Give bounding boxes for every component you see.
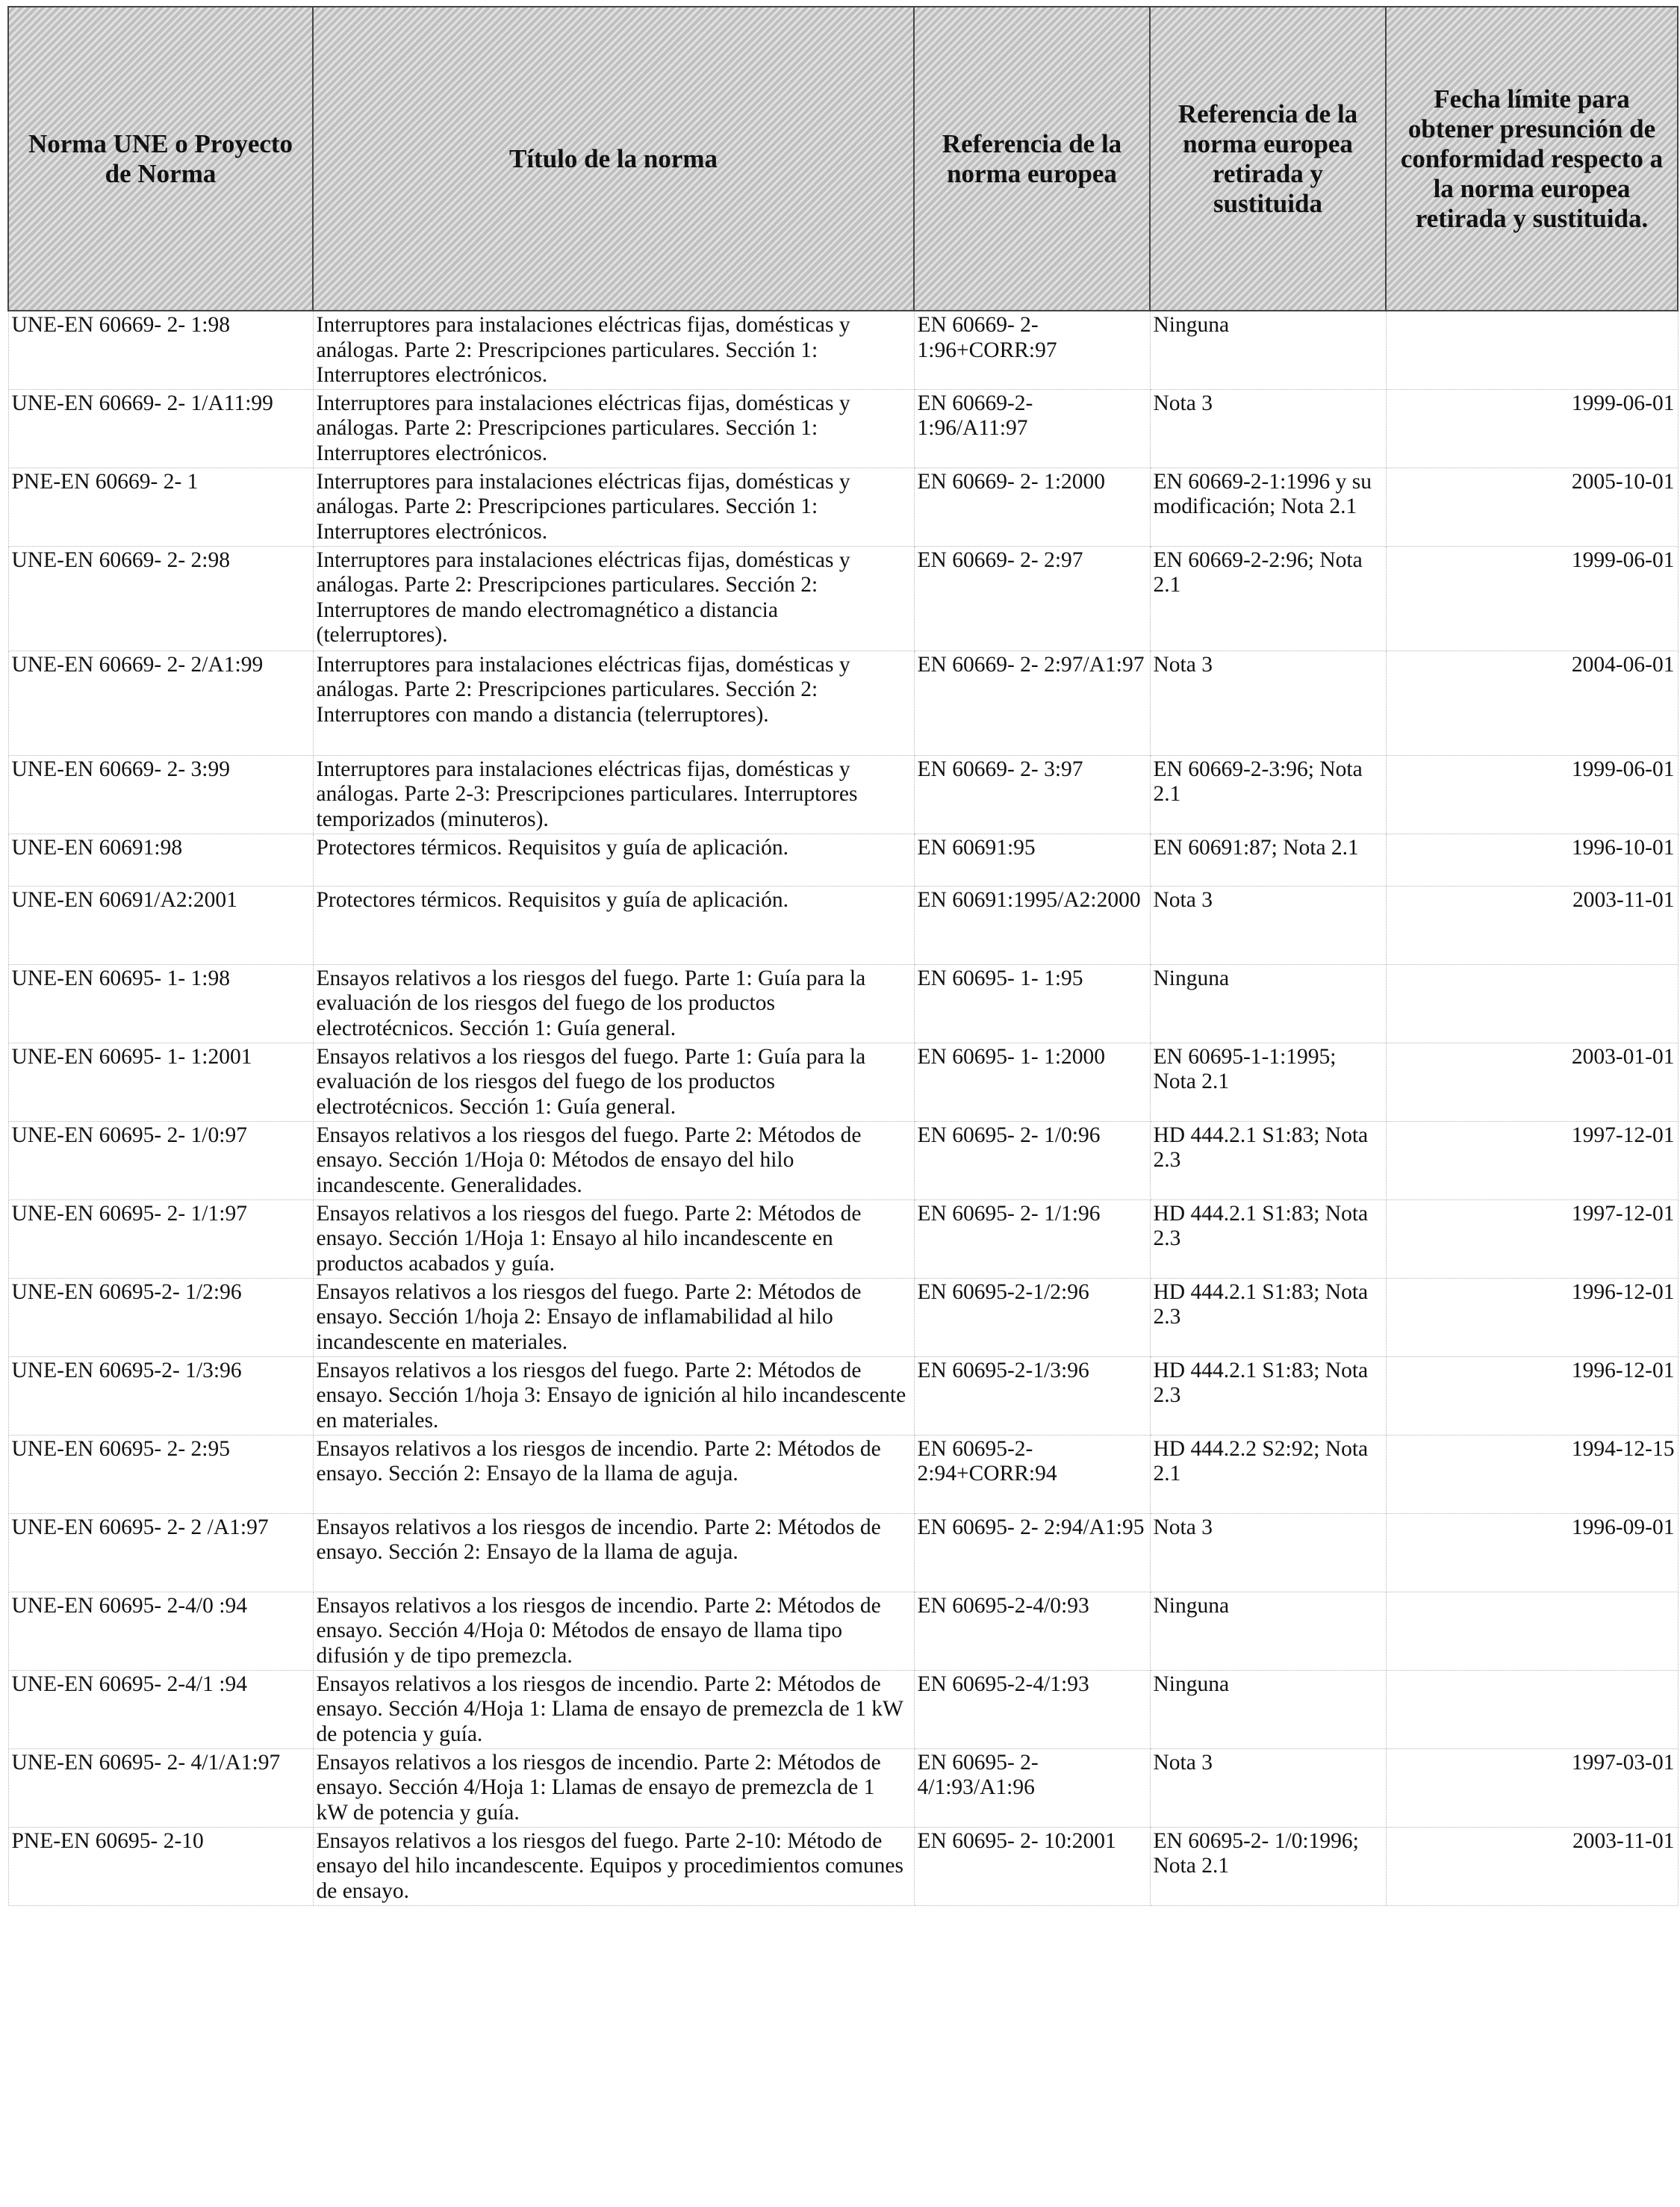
table-header [8,7,1678,311]
cell-retirada: EN 60695-1-1:1995; Nota 2.1 [1150,1043,1386,1121]
cell-retirada: EN 60669-2-2:96; Nota 2.1 [1150,546,1386,651]
cell-referencia: EN 60695- 2- 10:2001 [914,1827,1150,1905]
cell-titulo: Ensayos relativos a los riesgos del fuego. Parte 2: Métodos de ensayo. Sección 1/hoja 2: Ensayo de inflamabilidad al hilo incandescente en materiales. [313,1278,914,1356]
table-row [8,1356,1678,1435]
cell-referencia: EN 60669- 2- 2:97 [914,546,1150,651]
cell-referencia: EN 60669- 2- 1:96+CORR:97 [914,311,1150,389]
cell-retirada: Nota 3 [1150,389,1386,468]
cell-titulo: Interruptores para instalaciones eléctricas fijas, domésticas y análogas. Parte 2: Prescripciones particulares. Sección 2: Interruptores con mando a distancia (telerruptores). [313,651,914,755]
header-titulo: Título de la norma [313,7,914,311]
cell-norma: UNE-EN 60695-2- 1/3:96 [8,1356,313,1435]
cell-referencia: EN 60695-2- 2:94+CORR:94 [914,1435,1150,1513]
table-row [8,389,1678,468]
table-row [8,311,1678,389]
cell-referencia: EN 60695-2-1/3:96 [914,1356,1150,1435]
cell-titulo: Ensayos relativos a los riesgos de incendio. Parte 2: Métodos de ensayo. Sección 4/Hoja 1: Llama de ensayo de premezcla de 1 kW de potencia y guía. [313,1670,914,1748]
cell-titulo: Ensayos relativos a los riesgos del fuego. Parte 2: Métodos de ensayo. Sección 1/hoja 3: Ensayo de ignición al hilo incandescente en materiales. [313,1356,914,1435]
cell-titulo: Protectores térmicos. Requisitos y guía de aplicación. [313,834,914,886]
cell-fecha: 2004-06-01 [1386,651,1678,755]
cell-retirada: Ninguna [1150,964,1386,1043]
cell-norma: UNE-EN 60691/A2:2001 [8,886,313,964]
table-row [8,1592,1678,1670]
cell-fecha: 1999-06-01 [1386,389,1678,468]
cell-norma: UNE-EN 60669- 2- 3:99 [8,755,313,834]
cell-retirada: EN 60669-2-3:96; Nota 2.1 [1150,755,1386,834]
cell-norma: UNE-EN 60669- 2- 2:98 [8,546,313,651]
cell-retirada: Nota 3 [1150,886,1386,964]
table-row [8,1043,1678,1121]
header-row [8,7,1678,311]
cell-norma: UNE-EN 60695- 2- 2 /A1:97 [8,1513,313,1592]
cell-titulo: Ensayos relativos a los riesgos de incendio. Parte 2: Métodos de ensayo. Sección 4/Hoja 1: Llamas de ensayo de premezcla de 1 kW de potencia y guía. [313,1748,914,1827]
cell-referencia: EN 60695- 1- 1:95 [914,964,1150,1043]
cell-referencia: EN 60695- 1- 1:2000 [914,1043,1150,1121]
cell-fecha: 1997-12-01 [1386,1121,1678,1199]
table-row [8,1827,1678,1905]
cell-titulo: Interruptores para instalaciones eléctricas fijas, domésticas y análogas. Parte 2: Prescripciones particulares. Sección 1: Interruptores electrónicos. [313,311,914,389]
table-row [8,546,1678,651]
cell-referencia: EN 60669- 2- 3:97 [914,755,1150,834]
cell-titulo: Ensayos relativos a los riesgos del fuego. Parte 1: Guía para la evaluación de los riesgos del fuego de los productos electrotécnicos. Sección 1: Guía general. [313,1043,914,1121]
header-norma-retirada: Referencia de la norma europea retirada y sustituida [1150,7,1386,311]
cell-retirada: HD 444.2.1 S1:83; Nota 2.3 [1150,1121,1386,1199]
cell-retirada: Ninguna [1150,1670,1386,1748]
table-row [8,755,1678,834]
cell-referencia: EN 60695- 2- 1/0:96 [914,1121,1150,1199]
table-row [8,1121,1678,1199]
cell-norma: UNE-EN 60695- 2- 4/1/A1:97 [8,1748,313,1827]
cell-retirada: HD 444.2.1 S1:83; Nota 2.3 [1150,1278,1386,1356]
cell-norma: UNE-EN 60695- 1- 1:2001 [8,1043,313,1121]
cell-norma: UNE-EN 60695- 2- 2:95 [8,1435,313,1513]
cell-retirada: HD 444.2.1 S1:83; Nota 2.3 [1150,1356,1386,1435]
cell-fecha [1386,311,1678,389]
cell-fecha: 1999-06-01 [1386,546,1678,651]
cell-referencia: EN 60695-2-4/0:93 [914,1592,1150,1670]
cell-fecha: 1994-12-15 [1386,1435,1678,1513]
cell-referencia: EN 60695- 2- 2:94/A1:95 [914,1513,1150,1592]
cell-titulo: Ensayos relativos a los riesgos de incendio. Parte 2: Métodos de ensayo. Sección 2: Ensayo de la llama de aguja. [313,1435,914,1513]
cell-retirada: HD 444.2.2 S2:92; Nota 2.1 [1150,1435,1386,1513]
cell-fecha [1386,1670,1678,1748]
cell-norma: UNE-EN 60669- 2- 2/A1:99 [8,651,313,755]
cell-retirada: Ninguna [1150,1592,1386,1670]
table-row [8,1278,1678,1356]
cell-retirada: Nota 3 [1150,1513,1386,1592]
cell-titulo: Ensayos relativos a los riesgos de incendio. Parte 2: Métodos de ensayo. Sección 2: Ensayo de la llama de aguja. [313,1513,914,1592]
cell-referencia: EN 60669- 2- 2:97/A1:97 [914,651,1150,755]
cell-fecha: 1996-12-01 [1386,1278,1678,1356]
cell-norma: UNE-EN 60669- 2- 1:98 [8,311,313,389]
cell-fecha [1386,964,1678,1043]
cell-fecha: 2003-11-01 [1386,1827,1678,1905]
table-row [8,1513,1678,1592]
header-referencia-europea: Referencia de la norma europea [914,7,1150,311]
table-row [8,1199,1678,1278]
cell-norma: UNE-EN 60669- 2- 1/A11:99 [8,389,313,468]
cell-fecha: 2003-11-01 [1386,886,1678,964]
table-row [8,964,1678,1043]
cell-norma: UNE-EN 60695-2- 1/2:96 [8,1278,313,1356]
cell-referencia: EN 60669-2- 1:96/A11:97 [914,389,1150,468]
cell-referencia: EN 60695- 2- 4/1:93/A1:96 [914,1748,1150,1827]
cell-referencia: EN 60695- 2- 1/1:96 [914,1199,1150,1278]
cell-fecha: 1996-12-01 [1386,1356,1678,1435]
table-row [8,1435,1678,1513]
cell-referencia: EN 60669- 2- 1:2000 [914,468,1150,546]
cell-norma: PNE-EN 60695- 2-10 [8,1827,313,1905]
cell-fecha: 1997-03-01 [1386,1748,1678,1827]
cell-titulo: Ensayos relativos a los riesgos de incendio. Parte 2: Métodos de ensayo. Sección 4/Hoja 0: Métodos de ensayo de llama tipo difusión y de tipo premezcla. [313,1592,914,1670]
header-fecha-limite: Fecha límite para obtener presunción de conformidad respecto a la norma europea retirada y sustituida. [1386,7,1678,311]
cell-fecha [1386,1592,1678,1670]
cell-referencia: EN 60695-2-1/2:96 [914,1278,1150,1356]
cell-titulo: Ensayos relativos a los riesgos del fuego. Parte 2: Métodos de ensayo. Sección 1/Hoja 0: Métodos de ensayo del hilo incandescente. Generalidades. [313,1121,914,1199]
cell-titulo: Ensayos relativos a los riesgos del fuego. Parte 2: Métodos de ensayo. Sección 1/Hoja 1: Ensayo al hilo incandescente en productos acabados y guía. [313,1199,914,1278]
cell-referencia: EN 60695-2-4/1:93 [914,1670,1150,1748]
cell-retirada: Nota 3 [1150,1748,1386,1827]
cell-retirada: HD 444.2.1 S1:83; Nota 2.3 [1150,1199,1386,1278]
table-body [8,311,1678,1905]
table-row [8,834,1678,886]
cell-norma: UNE-EN 60695- 2- 1/0:97 [8,1121,313,1199]
cell-norma: UNE-EN 60691:98 [8,834,313,886]
cell-referencia: EN 60691:1995/A2:2000 [914,886,1150,964]
cell-titulo: Protectores térmicos. Requisitos y guía de aplicación. [313,886,914,964]
cell-norma: UNE-EN 60695- 1- 1:98 [8,964,313,1043]
cell-titulo: Ensayos relativos a los riesgos del fuego. Parte 1: Guía para la evaluación de los riesgos del fuego de los productos electrotécnicos. Sección 1: Guía general. [313,964,914,1043]
cell-retirada: EN 60669-2-1:1996 y su modificación; Nota 2.1 [1150,468,1386,546]
cell-titulo: Interruptores para instalaciones eléctricas fijas, domésticas y análogas. Parte 2: Prescripciones particulares. Sección 1: Interruptores electrónicos. [313,468,914,546]
table-row [8,1748,1678,1827]
cell-fecha: 2003-01-01 [1386,1043,1678,1121]
standards-table [7,6,1679,1906]
cell-titulo: Interruptores para instalaciones eléctricas fijas, domésticas y análogas. Parte 2-3: Prescripciones particulares. Interruptores temporizados (minuteros). [313,755,914,834]
cell-norma: UNE-EN 60695- 2-4/1 :94 [8,1670,313,1748]
cell-retirada: EN 60691:87; Nota 2.1 [1150,834,1386,886]
cell-retirada: Nota 3 [1150,651,1386,755]
cell-referencia: EN 60691:95 [914,834,1150,886]
table-row [8,886,1678,964]
cell-retirada: Ninguna [1150,311,1386,389]
cell-norma: PNE-EN 60669- 2- 1 [8,468,313,546]
table-row [8,468,1678,546]
table-row [8,651,1678,755]
cell-fecha: 1997-12-01 [1386,1199,1678,1278]
table-row [8,1670,1678,1748]
header-norma-une: Norma UNE o Proyecto de Norma [8,7,313,311]
cell-norma: UNE-EN 60695- 2- 1/1:97 [8,1199,313,1278]
cell-fecha: 1999-06-01 [1386,755,1678,834]
cell-retirada: EN 60695-2- 1/0:1996; Nota 2.1 [1150,1827,1386,1905]
cell-fecha: 1996-10-01 [1386,834,1678,886]
cell-fecha: 2005-10-01 [1386,468,1678,546]
cell-fecha: 1996-09-01 [1386,1513,1678,1592]
cell-titulo: Ensayos relativos a los riesgos del fuego. Parte 2-10: Método de ensayo del hilo incandescente. Equipos y procedimientos comunes de ensayo. [313,1827,914,1905]
cell-norma: UNE-EN 60695- 2-4/0 :94 [8,1592,313,1670]
cell-titulo: Interruptores para instalaciones eléctricas fijas, domésticas y análogas. Parte 2: Prescripciones particulares. Sección 1: Interruptores electrónicos. [313,389,914,468]
cell-titulo: Interruptores para instalaciones eléctricas fijas, domésticas y análogas. Parte 2: Prescripciones particulares. Sección 2: Interruptores de mando electromagnético a distancia (telerruptores). [313,546,914,651]
